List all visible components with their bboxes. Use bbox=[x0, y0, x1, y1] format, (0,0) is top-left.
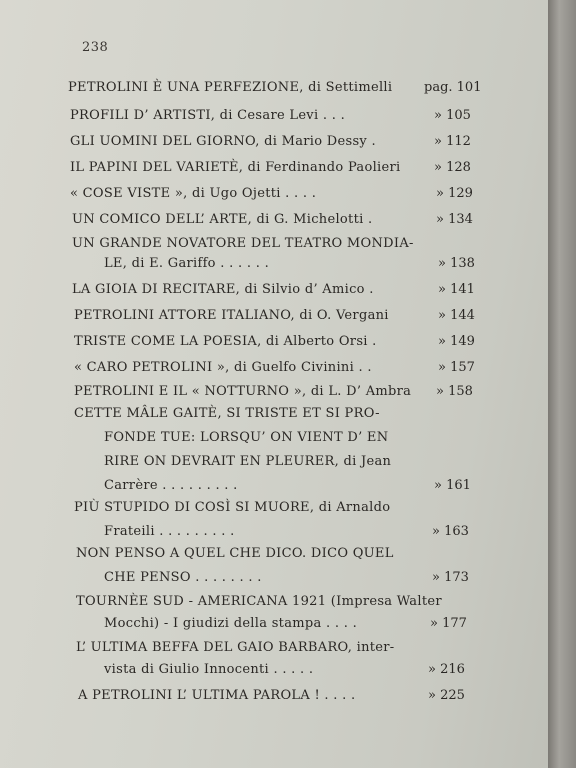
toc-entry-line: « CARO PETROLINI », di Guelfo Civinini . . bbox=[74, 360, 372, 375]
toc-entry-line: TOURNÈE SUD - AMERICANA 1921 (Impresa Walter bbox=[76, 594, 442, 609]
toc-entry-line: IL PAPINI DEL VARIETÈ, di Ferdinando Paolieri bbox=[70, 160, 401, 175]
toc-entry-line: TRISTE COME LA POESIA, di Alberto Orsi . bbox=[74, 334, 377, 349]
toc-entry-line: L’ ULTIMA BEFFA DEL GAIO BARBARO, inter- bbox=[76, 640, 395, 655]
toc-page-reference: pag. 101 bbox=[424, 80, 482, 95]
toc-entry-line: UN COMICO DELL’ ARTE, di G. Michelotti . bbox=[72, 212, 373, 227]
toc-page-reference: » 129 bbox=[436, 186, 473, 201]
toc-page-reference: » 216 bbox=[428, 662, 465, 677]
toc-page-reference: » 225 bbox=[428, 688, 465, 703]
toc-entry-line: PETROLINI ATTORE ITALIANO, di O. Vergani bbox=[74, 308, 389, 323]
toc-entry-line: CETTE MÂLE GAITÈ, SI TRISTE ET SI PRO- bbox=[74, 406, 380, 421]
toc-entry-line: FONDE TUE: LORSQU’ ON VIENT D’ EN bbox=[104, 430, 389, 445]
toc-entry-line: PETROLINI È UNA PERFEZIONE, di Settimelli bbox=[68, 80, 393, 95]
toc-entry-line: LE, di E. Gariffo . . . . . . bbox=[104, 256, 269, 271]
toc-page-reference: » 161 bbox=[434, 478, 471, 493]
toc-entry-line: GLI UOMINI DEL GIORNO, di Mario Dessy . bbox=[70, 134, 376, 149]
toc-entry-line: Mocchi) - I giudizi della stampa . . . . bbox=[104, 616, 358, 631]
toc-entry-line: « COSE VISTE », di Ugo Ojetti . . . . bbox=[70, 186, 317, 201]
toc-entry-line: UN GRANDE NOVATORE DEL TEATRO MONDIA- bbox=[72, 236, 414, 251]
toc-page-reference: » 163 bbox=[432, 524, 469, 539]
toc-entry-line: vista di Giulio Innocenti . . . . . bbox=[104, 662, 314, 677]
toc-page-reference: » 149 bbox=[438, 334, 475, 349]
toc-entry-line: RIRE ON DEVRAIT EN PLEURER, di Jean bbox=[104, 454, 392, 469]
toc-page-reference: » 157 bbox=[438, 360, 475, 375]
toc-page-reference: » 134 bbox=[436, 212, 473, 227]
toc-entry-line: PROFILI D’ ARTISTI, di Cesare Levi . . . bbox=[70, 108, 346, 123]
toc-page-reference: » 138 bbox=[438, 256, 475, 271]
toc-page-reference: » 173 bbox=[432, 570, 469, 585]
toc-entry-line: A PETROLINI L’ ULTIMA PAROLA ! . . . . bbox=[78, 688, 356, 703]
toc-entry-line: Frateili . . . . . . . . . bbox=[104, 524, 235, 539]
page-number: 238 bbox=[82, 40, 109, 55]
toc-page-reference: » 105 bbox=[434, 108, 471, 123]
toc-page-reference: » 128 bbox=[434, 160, 471, 175]
toc-page-reference: » 112 bbox=[434, 134, 471, 149]
toc-entry-line: PETROLINI E IL « NOTTURNO », di L. D’ Ambra bbox=[74, 384, 412, 399]
toc-entry-line: CHE PENSO . . . . . . . . bbox=[104, 570, 262, 585]
toc-page-reference: » 144 bbox=[438, 308, 475, 323]
toc-page-reference: » 158 bbox=[436, 384, 473, 399]
toc-page-reference: » 141 bbox=[438, 282, 475, 297]
toc-entry-line: NON PENSO A QUEL CHE DICO. DICO QUEL bbox=[76, 546, 394, 561]
toc-entry-line: Carrère . . . . . . . . . bbox=[104, 478, 238, 493]
toc-page-reference: » 177 bbox=[430, 616, 467, 631]
toc-entry-line: PIÙ STUPIDO DI COSÌ SI MUORE, di Arnaldo bbox=[74, 500, 391, 515]
toc-entry-line: LA GIOIA DI RECITARE, di Silvio d’ Amico . bbox=[72, 282, 374, 297]
next-page-edge bbox=[548, 0, 576, 768]
